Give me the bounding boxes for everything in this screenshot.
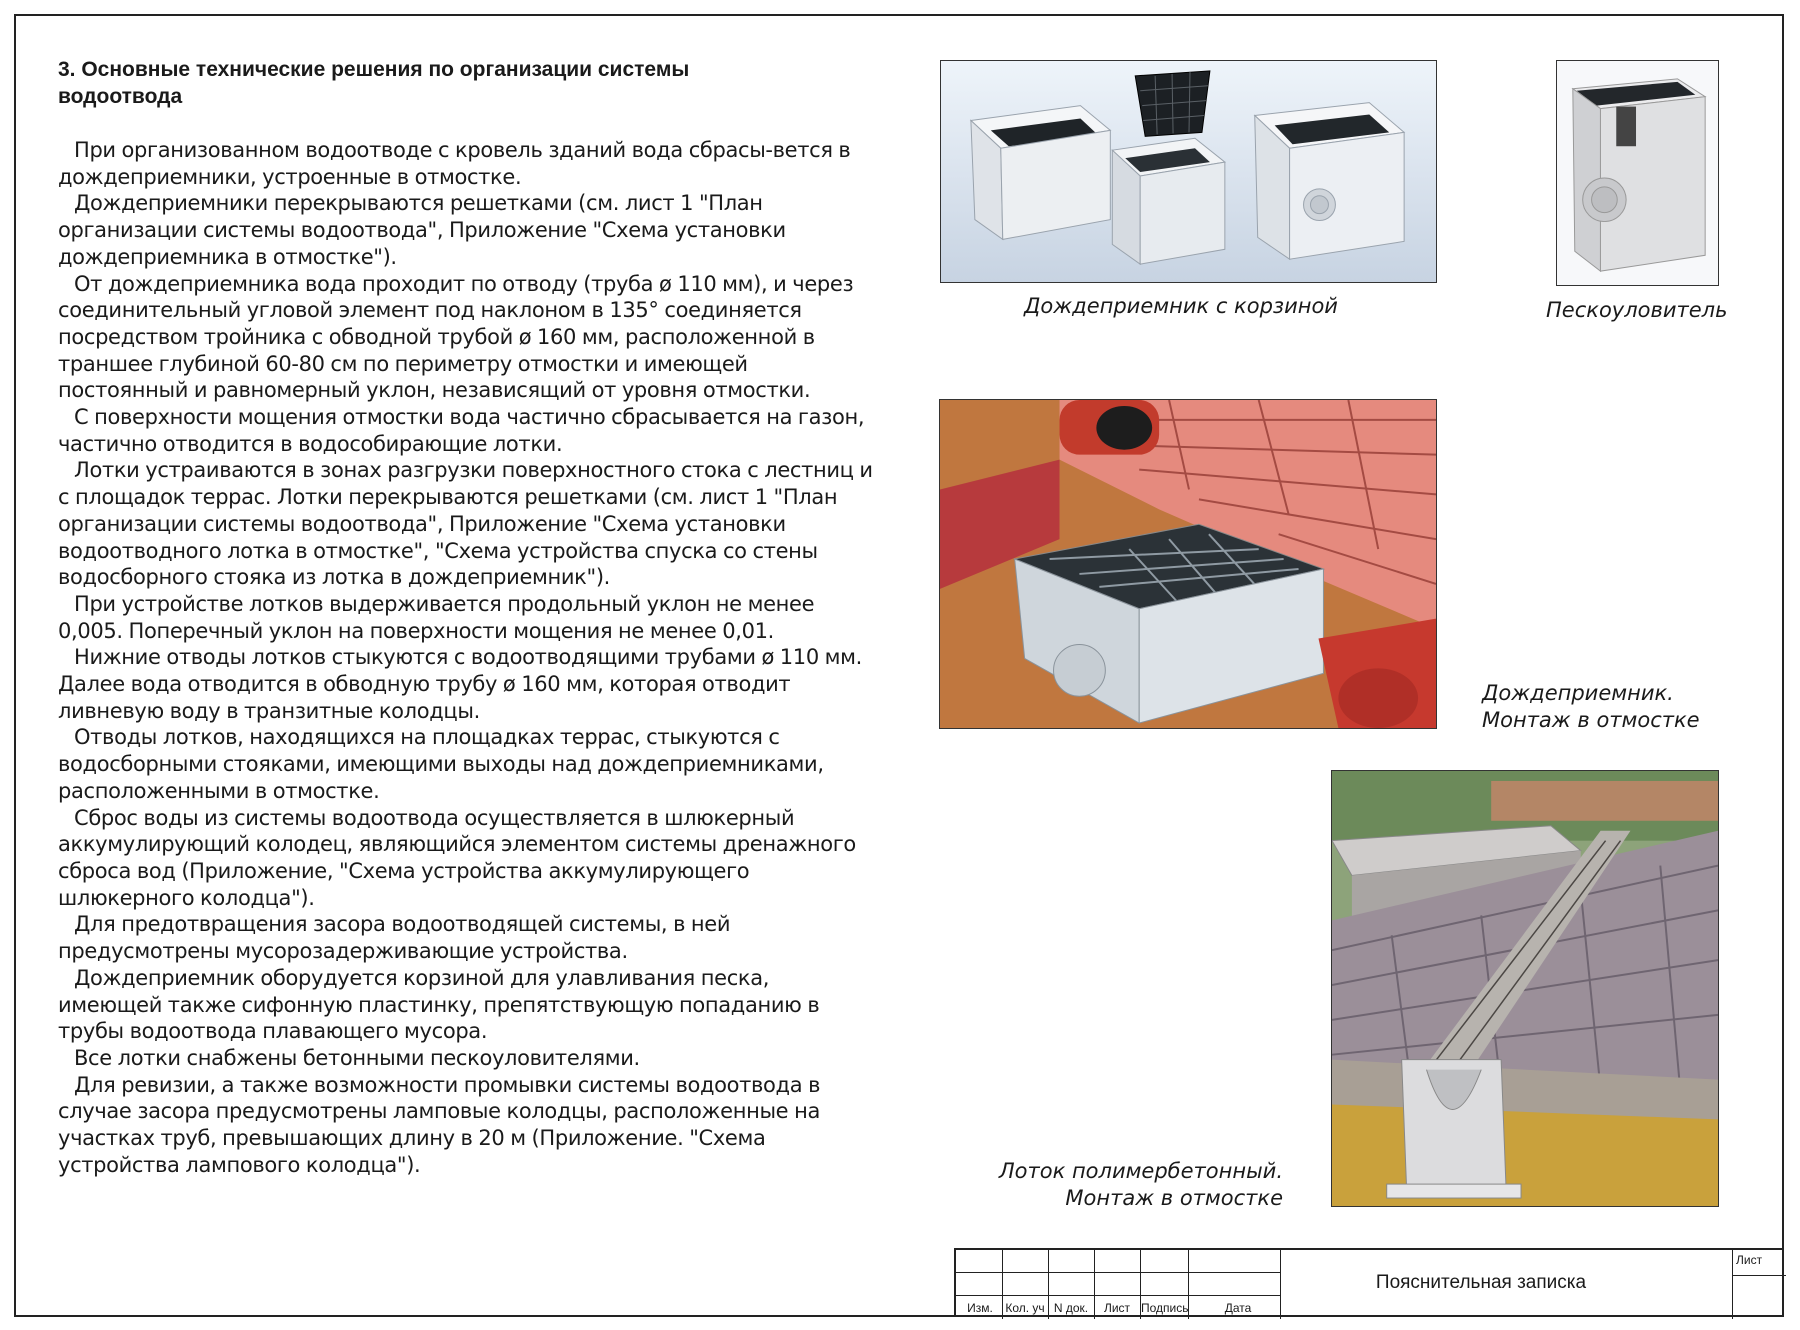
paragraph: При устройстве лотков выдерживается продольный уклон не менее 0,005. Поперечный уклон на поверхности мощения не менее 0,01. — [58, 591, 815, 643]
paragraph: Нижние отводы лотков стыкуются с водоотводящими трубами ø 110 мм. Далее вода отводится в обводную трубу ø 160 мм, которая отводит ливневую воду в транзитные колодцы. — [58, 645, 862, 723]
sand-trap-photo — [1556, 60, 1719, 286]
stamp-row-line — [956, 1295, 1280, 1296]
sheet-number-label: Лист — [1736, 1253, 1763, 1267]
paragraph: С поверхности мощения отмостки вода частично сбрасывается на газон, частично отводится в водособирающие лотки. — [58, 405, 865, 456]
paragraph: Лотки устраиваются в зонах разгрузки поверхностного стока с лестниц и с площадок террас. Лотки перекрываются решетками (см. лист 1 "План организации системы водоотвода", Приложение "Схема установки водоотводного лотка в отмостке", "Схема устройства спуска со стены водосборного стояка из лотка в дождеприемник"). — [58, 458, 873, 590]
stamp-col-line — [1732, 1250, 1733, 1319]
paragraph: Отводы лотков, находящихся на площадках террас, стыкуются с водосборными стояками, имеющими выходы над дождеприемниками, расположенными в отмостке. — [58, 725, 824, 803]
channel-caption-line1: Лоток полимербетонный. — [998, 1159, 1283, 1183]
stamp-label-izm: Изм. — [967, 1301, 993, 1315]
section-title-line2: водоотвода — [58, 85, 183, 108]
rain-inlet-mount-caption — [1482, 680, 1700, 734]
paragraph: При организованном водоотводе с кровель зданий вода сбрасы-вется в дождеприемники, устроенные в отмостке. — [58, 138, 851, 189]
explanatory-text — [58, 137, 878, 1178]
section-title — [58, 56, 858, 110]
paragraph: Дождеприемники перекрываются решетками (см. лист 1 "План организации системы водоотвода", Приложение "Схема установки дождеприемника в отмостке"). — [58, 191, 786, 269]
channel-photo — [1331, 770, 1719, 1207]
rain-inlet-mount-caption-line1: Дождеприемник. — [1482, 681, 1674, 705]
stamp-label-data: Дата — [1224, 1301, 1252, 1315]
channel-caption-line2: Монтаж в отмостке — [1065, 1186, 1283, 1210]
sand-trap-caption: Пескоуловитель — [1546, 298, 1728, 322]
paragraph: Сброс воды из системы водоотвода осуществляется в шлюкерный аккумулирующий колодец, являющийся элементом системы дренажного сброса вод (Приложение, "Схема устройства аккумулирующего шлюкерного колодца"). — [58, 805, 856, 910]
channel-caption — [980, 1158, 1283, 1212]
stamp-label-podpis: Подпись — [1141, 1301, 1189, 1315]
rain-inlet-basket-photo — [940, 60, 1437, 283]
stamp-label-kol-uch: Кол. уч — [1005, 1301, 1045, 1315]
paragraph: От дождеприемника вода проходит по отводу (труба ø 110 мм), и через соединительный угловой элемент под наклоном в 135° соединяется посредством тройника с обводной трубой ø 160 мм, расположенной в траншее глубиной 60-80 см по периметру отмостки и имеющей постоянный и равномерный уклон, независящий от уровня отмостки. — [58, 271, 854, 403]
stamp-label-n-dok: N док. — [1053, 1301, 1089, 1315]
stamp-row-line — [956, 1272, 1280, 1273]
paragraph: Для предотвращения засора водоотводящей системы, в ней предусмотрены мусорозадерживающие устройства. — [58, 912, 731, 964]
rain-inlet-mount-caption-line2: Монтаж в отмостке — [1482, 708, 1700, 732]
stamp-label-list: Лист — [1103, 1301, 1131, 1315]
title-block — [954, 1248, 1784, 1317]
stamp-row-line — [1732, 1275, 1786, 1276]
section-title-line1: 3. Основные технические решения по организации системы — [58, 58, 690, 81]
rain-inlet-mount-photo — [939, 399, 1437, 729]
paragraph: Для ревизии, а также возможности промывки системы водоотвода в случае засора предусмотрены ламповые колодцы, расположенные на участках труб, превышающих длину в 20 м (Приложение. "Схема устройства лампового колодца"). — [58, 1072, 821, 1177]
paragraph: Все лотки снабжены бетонными пескоуловителями. — [74, 1045, 640, 1070]
paragraph: Дождеприемник оборудуется корзиной для улавливания песка, имеющей также сифонную пластинку, препятствующую попаданию в трубы водоотвода плавающего мусора. — [58, 965, 820, 1044]
document-name: Пояснительная записка — [1375, 1272, 1587, 1293]
rain-inlet-basket-caption: Дождеприемник с корзиной — [1024, 294, 1338, 318]
